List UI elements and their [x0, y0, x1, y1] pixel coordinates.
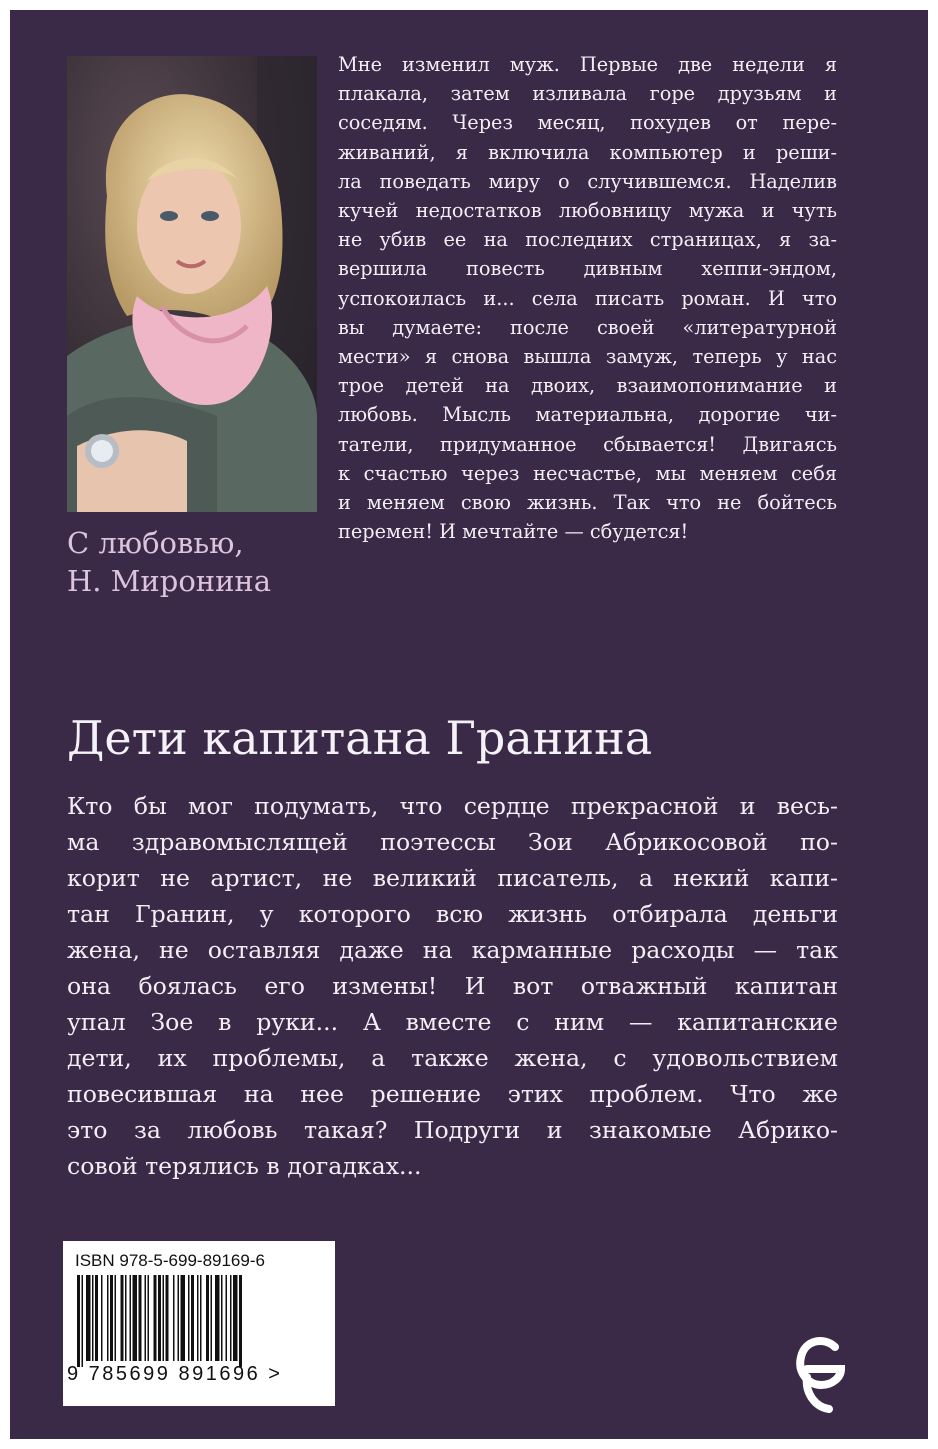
barcode-bar	[221, 1275, 223, 1361]
author-note-line: трое детей на двоих, взаимопонимание и	[338, 374, 837, 398]
barcode-bar	[107, 1275, 109, 1361]
author-note-line: Мне изменил муж. Первые две недели я	[338, 53, 837, 76]
barcode-bar	[86, 1275, 91, 1361]
author-note-line: любовь. Мысль материальна, дорогие чи-	[338, 403, 837, 427]
signature-line: Н. Миронина	[67, 564, 272, 598]
author-note-line: к счастью через несчастье, мы меняем себя	[338, 461, 837, 485]
author-note-line: татели, придуманное сбывается! Двигаясь	[338, 432, 837, 456]
author-note-line: и меняем свою жизнь. Так что не бойтесь	[338, 491, 837, 515]
barcode-bar	[211, 1275, 213, 1361]
book-title: Дети капитана Гранина	[67, 711, 653, 765]
barcode-bar	[101, 1275, 103, 1361]
barcode-bar	[82, 1275, 84, 1367]
back-cover	[10, 10, 928, 1439]
barcode-bar	[200, 1275, 202, 1361]
author-note-line: мести» я снова вышла замуж, теперь у нас	[338, 345, 837, 369]
author-note-line: живаний, я включила компьютер и реши-	[338, 140, 837, 164]
barcode-bar	[230, 1275, 232, 1361]
isbn-barcode	[63, 1241, 335, 1406]
author-note-line: не убив ее на последних страницах, я за-	[338, 228, 837, 252]
barcode-bar	[197, 1275, 199, 1361]
barcode-bar	[181, 1275, 186, 1361]
barcode-bar	[206, 1275, 209, 1361]
barcode-bar	[158, 1275, 161, 1361]
barcode-bar	[125, 1275, 127, 1361]
blurb-line: упал Зое в руки... А вместе с ним — капитанские	[67, 1008, 838, 1036]
barcode-bar	[77, 1275, 80, 1367]
barcode-bar	[145, 1275, 147, 1361]
blurb-line: ма здравомыслящей поэтессы Зои Абрикосовой по-	[67, 828, 838, 856]
barcode-bar	[178, 1275, 180, 1361]
barcode-bar	[92, 1275, 94, 1361]
barcode-bar	[115, 1275, 117, 1361]
barcode-bar	[239, 1275, 242, 1367]
barcode-bar	[163, 1275, 165, 1361]
book-blurb	[67, 788, 838, 1184]
barcode-bar	[191, 1275, 194, 1361]
author-note-line: кучей недостатков любовницу мужа и чуть	[338, 199, 837, 223]
barcode-bar	[133, 1275, 138, 1361]
publisher-logo-icon	[795, 1333, 847, 1413]
barcode-bar	[110, 1275, 113, 1361]
author-note	[338, 50, 837, 546]
barcode-bar	[166, 1275, 169, 1361]
author-note-line: перемен! И мечтайте — сбудется!	[338, 520, 689, 544]
isbn-label: ISBN 978-5-699-89169-6	[75, 1251, 265, 1270]
author-photo	[67, 56, 317, 512]
author-note-line: успокоилась и... села писать роман. И что	[338, 286, 837, 310]
author-note-line: вы думаете: после своей «литературной	[338, 315, 837, 339]
author-note-line: соседям. Через месяц, похудев от пере-	[338, 111, 837, 135]
barcode-bar	[226, 1275, 228, 1361]
author-note-line: плакала, затем изливала горе друзьям и	[338, 82, 837, 106]
blurb-line: это за любовь такая? Подруги и знакомые Абрико-	[67, 1116, 838, 1144]
barcode-bar	[95, 1275, 98, 1361]
barcode-bar	[130, 1275, 132, 1361]
ean-digits: 9 785699 891696 >	[67, 1363, 283, 1385]
barcode-bar	[188, 1275, 190, 1361]
barcode-bar	[173, 1275, 175, 1361]
blurb-line: совой терялись в догадках...	[67, 1152, 422, 1180]
blurb-line: корит не артист, не великий писатель, а некий капи-	[67, 864, 838, 892]
author-signature	[67, 524, 327, 600]
author-note-line: ла поведать миру о случившемся. Наделив	[338, 169, 837, 193]
blurb-line: тан Гранин, у которого всю жизнь отбирала деньги	[67, 900, 838, 928]
barcode-bars	[75, 1275, 323, 1367]
blurb-line: она боялась его измены! И вот отважный капитан	[67, 972, 838, 1000]
blurb-line: дети, их проблемы, а также жена, с удовольствием	[67, 1044, 838, 1072]
author-note-line: вершила повесть дивным хеппи-эндом,	[338, 257, 837, 281]
barcode-bar	[215, 1275, 220, 1361]
barcode-bar	[233, 1275, 238, 1361]
author-portrait	[67, 56, 317, 512]
barcode-bar	[148, 1275, 150, 1361]
signature-line: С любовью,	[67, 526, 244, 560]
blurb-line: жена, не оставляя даже на карманные расходы — так	[67, 936, 838, 964]
barcode-bar	[154, 1275, 157, 1361]
barcode-bar	[139, 1275, 142, 1361]
blurb-line: Кто бы мог подумать, что сердце прекрасной и весь-	[67, 792, 838, 820]
barcode-bar	[121, 1275, 124, 1361]
blurb-line: повесившая на нее решение этих проблем. Что же	[67, 1080, 838, 1108]
